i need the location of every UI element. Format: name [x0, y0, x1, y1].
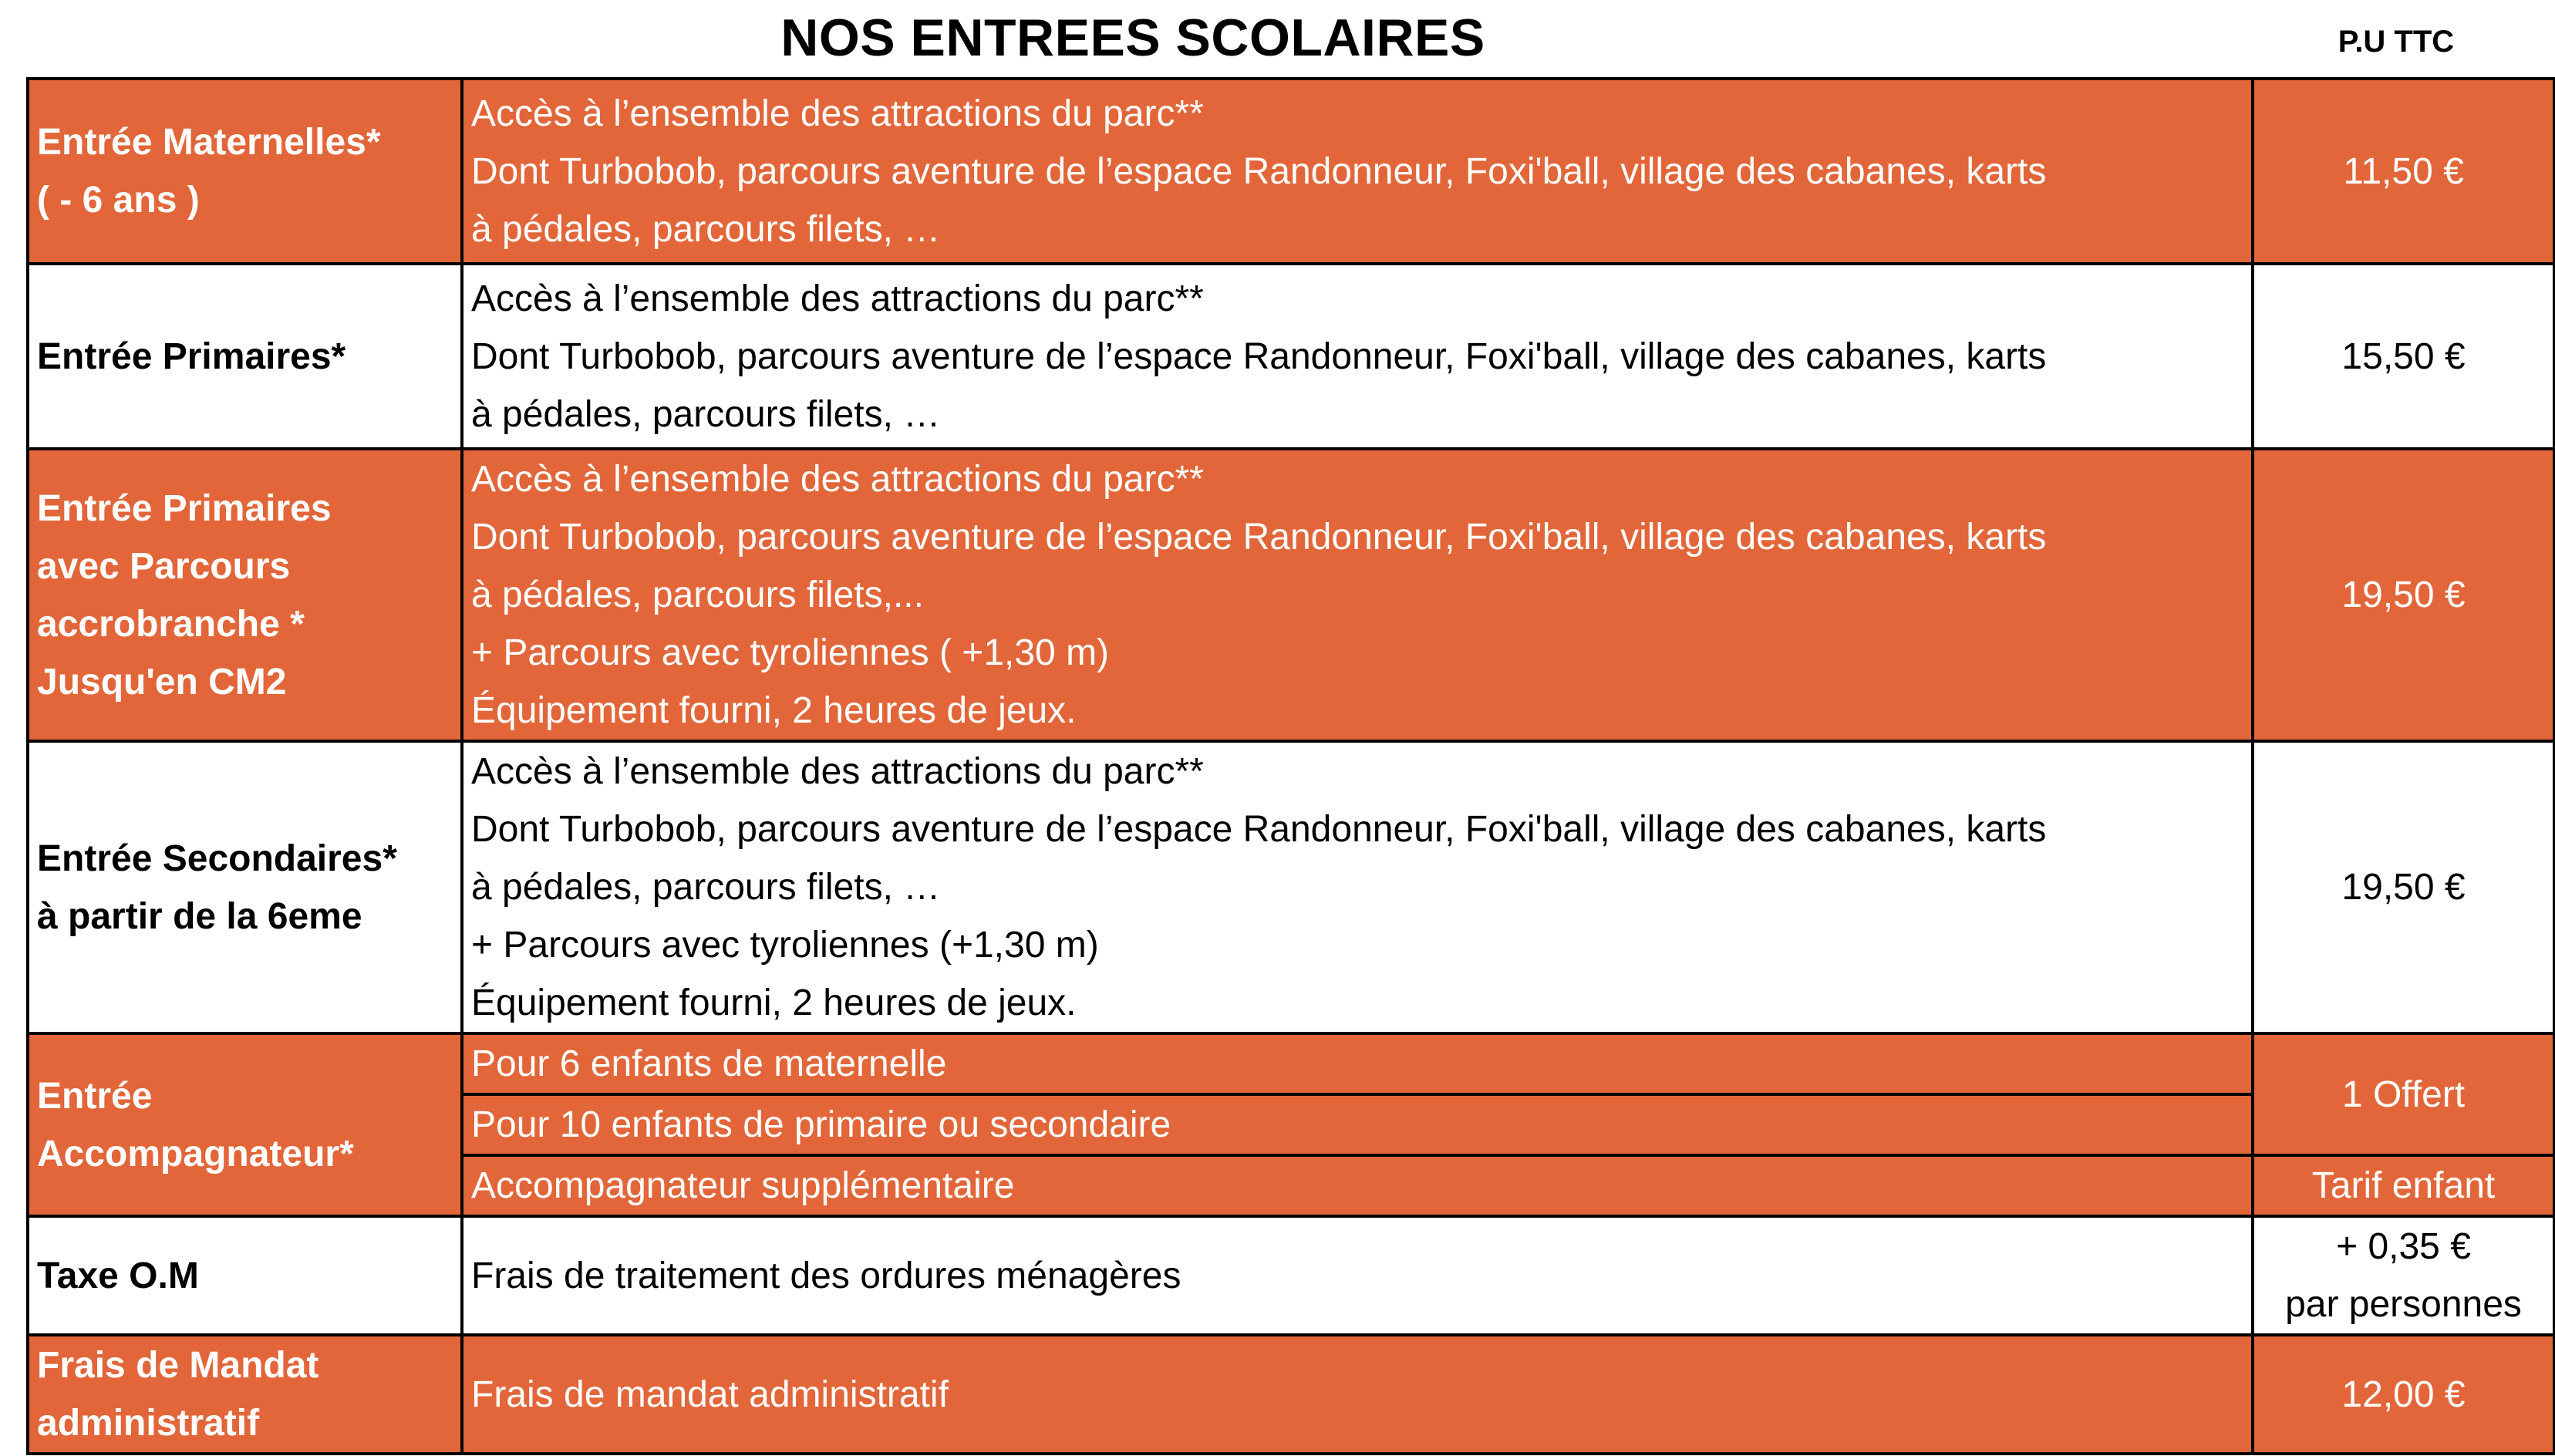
price-table	[26, 77, 2555, 1455]
page-title: NOS ENTREES SCOLAIRES	[780, 8, 1485, 67]
label-line: Entrée Secondaires*	[37, 838, 397, 879]
row-maternelles	[28, 79, 2554, 264]
desc-line: + Parcours avec tyroliennes (+1,30 m)	[471, 925, 1099, 966]
row-price: 19,50 €	[2253, 449, 2554, 741]
label-line: à partir de la 6eme	[37, 895, 362, 937]
desc-line: Accès à l’ensemble des attractions du parc**	[471, 93, 1204, 134]
desc-line: Dont Turbobob, parcours aventure de l’espace Randonneur, Foxi'ball, village des cabanes, karts	[471, 517, 2047, 558]
row-label	[28, 264, 462, 449]
row-price: 11,50 €	[2253, 79, 2554, 264]
row-label	[28, 449, 462, 741]
label-line: Entrée Primaires	[37, 487, 332, 529]
label-line: ( - 6 ans )	[37, 180, 200, 221]
row-description	[462, 1216, 2253, 1335]
label-line: Jusqu'en CM2	[37, 661, 287, 703]
row-label	[28, 1216, 462, 1335]
row-description	[462, 1335, 2253, 1454]
row-price: 1 Offert	[2253, 1033, 2554, 1155]
price-column-header: P.U TTC	[2338, 25, 2455, 59]
row-price: 19,50 €	[2253, 741, 2554, 1033]
desc-line: + Parcours avec tyroliennes ( +1,30 m)	[471, 632, 1110, 673]
desc-line: Accès à l’ensemble des attractions du parc**	[471, 751, 1204, 792]
desc-line: Frais de traitement des ordures ménagères	[471, 1255, 1181, 1296]
desc-line: Accès à l’ensemble des attractions du parc**	[471, 278, 1204, 319]
desc-line: Équipement fourni, 2 heures de jeux.	[471, 982, 1077, 1023]
row-description: Accompagnateur supplémentaire	[462, 1155, 2253, 1216]
row-description: Pour 10 enfants de primaire ou secondaire	[462, 1094, 2253, 1155]
label-line: accrobranche *	[37, 603, 305, 645]
row-primaires-accrobranche	[28, 449, 2554, 741]
desc-line: Dont Turbobob, parcours aventure de l’espace Randonneur, Foxi'ball, village des cabanes, karts	[471, 150, 2047, 192]
row-price: 15,50 €	[2253, 264, 2554, 449]
desc-line: à pédales, parcours filets, …	[471, 208, 941, 250]
row-label	[28, 741, 462, 1033]
row-primaires	[28, 264, 2554, 449]
row-label	[28, 1335, 462, 1454]
label-line: Taxe O.M	[37, 1255, 199, 1296]
label-line: Entrée Primaires*	[37, 335, 346, 377]
row-price: 12,00 €	[2253, 1335, 2554, 1454]
label-line: avec Parcours	[37, 545, 291, 587]
row-description	[462, 79, 2253, 264]
desc-line: Accès à l’ensemble des attractions du parc**	[471, 459, 1204, 500]
desc-line: Dont Turbobob, parcours aventure de l’espace Randonneur, Foxi'ball, village des cabanes, karts	[471, 335, 2047, 377]
label-line: Entrée	[37, 1075, 153, 1117]
row-frais-mandat	[28, 1335, 2554, 1454]
row-price	[2253, 1216, 2554, 1335]
label-line: Entrée Maternelles*	[37, 122, 381, 163]
desc-line: Équipement fourni, 2 heures de jeux.	[471, 690, 1077, 731]
row-label	[28, 79, 462, 264]
row-description: Pour 6 enfants de maternelle	[462, 1033, 2253, 1094]
desc-line: à pédales, parcours filets, …	[471, 867, 941, 908]
price-line: par personnes	[2285, 1284, 2522, 1325]
label-line: Accompagnateur*	[37, 1133, 354, 1175]
label-line: administratif	[37, 1403, 260, 1444]
row-accompagnateur-maternelle	[28, 1033, 2554, 1094]
row-label	[28, 1033, 462, 1216]
row-description	[462, 449, 2253, 741]
row-taxe-om	[28, 1216, 2554, 1335]
desc-line: Dont Turbobob, parcours aventure de l’espace Randonneur, Foxi'ball, village des cabanes, karts	[471, 809, 2047, 850]
row-secondaires	[28, 741, 2554, 1033]
row-description	[462, 741, 2253, 1033]
desc-line: à pédales, parcours filets, …	[471, 393, 941, 435]
row-price: Tarif enfant	[2253, 1155, 2554, 1216]
label-line: Frais de Mandat	[37, 1345, 319, 1386]
price-line: + 0,35 €	[2336, 1226, 2471, 1267]
desc-line: à pédales, parcours filets,...	[471, 575, 924, 615]
row-description	[462, 264, 2253, 449]
desc-line: Frais de mandat administratif	[471, 1373, 949, 1415]
